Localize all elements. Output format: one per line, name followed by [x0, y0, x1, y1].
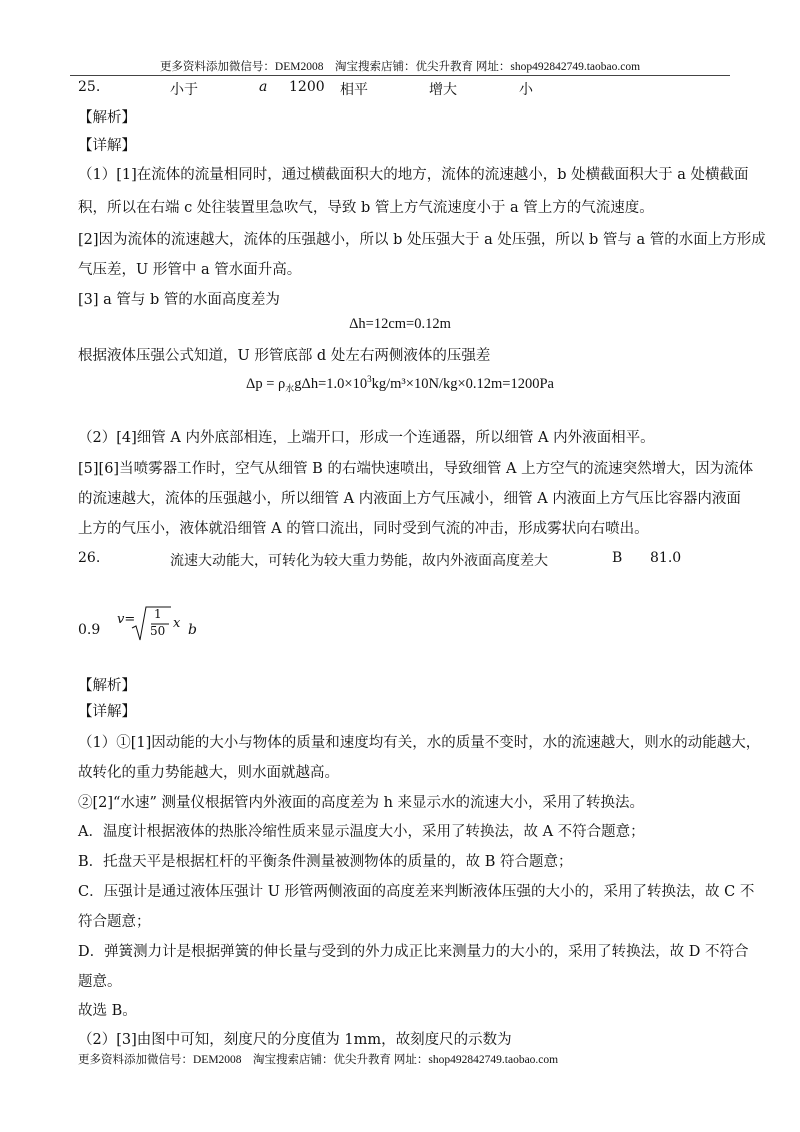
q25-answer-4: 相平 — [340, 82, 368, 98]
header-rule — [70, 75, 730, 76]
q26-analysis-heading: 【解析】 — [78, 678, 136, 694]
q25-text-line: （2）[4]细管 A 内外底部相连，上端开口，形成一个连通器，所以细管 A 内外液面相平。 — [78, 430, 655, 446]
q26-text-line: （2）[3]由图中可知，刻度尺的分度值为 1mm，故刻度尺的示数为 — [78, 1032, 512, 1048]
q25-text-line: 根据液体压强公式知道，U 形管底部 d 处左右两侧液体的压强差 — [78, 348, 491, 364]
q26-text-line: （1）①[1]因动能的大小与物体的质量和速度均有关，水的质量不变时，水的流速越大，则水的动能越大， — [78, 735, 761, 751]
q25-number: 25. — [78, 79, 101, 95]
q26-answer-4: 0.9 — [78, 622, 101, 638]
eq2-sup: 3 — [367, 374, 372, 384]
q25-answer-1: 小于 — [170, 82, 198, 98]
q26-text-line: 故选 B。 — [78, 1003, 137, 1019]
q25-text-line: 上方的气压小，液体就沿细管 A 的管口流出，同时受到气流的冲击，形成雾状向右喷出。 — [78, 521, 649, 537]
page-footer: 更多资料添加微信号：DEM2008 淘宝搜索店铺：优尖升教育 网址：shop492842749.taobao.com — [78, 1054, 559, 1066]
q25-text-line: 气压差，U 形管中 a 管水面升高。 — [78, 262, 302, 278]
equation-height-difference: Δh=12cm=0.12m — [349, 316, 451, 332]
q26-text-line: B．托盘天平是根据杠杆的平衡条件测量被测物体的质量的，故 B 符合题意； — [78, 854, 573, 870]
q26-number: 26. — [78, 550, 101, 566]
q26-answer-1: 流速大动能大，可转化为较大重力势能，故内外液面高度差大 — [170, 553, 548, 569]
formula-numerator: 1 — [154, 607, 162, 621]
q25-text-line: [5][6]当喷雾器工作时，空气从细管 B 的右端快速喷出，导致细管 A 上方空气的流速突然增大，因为流体 — [78, 461, 754, 477]
q25-text-line: [3] a 管与 b 管的水面高度差为 — [78, 292, 280, 308]
formula-denominator: 50 — [150, 624, 166, 638]
q25-analysis-heading: 【解析】 — [78, 110, 136, 126]
formula-v: v= — [117, 612, 136, 627]
q25-text-line: （1）[1]在流体的流量相同时，通过横截面积大的地方，流体的流速越小，b 处横截面积大于 a 处横截面 — [78, 167, 749, 183]
q25-text-line: 积，所以在右端 c 处往装置里急吹气，导致 b 管上方气流速度小于 a 管上方的气流速度。 — [78, 200, 654, 216]
eq2-lhs: Δp = ρ — [246, 375, 286, 392]
q26-answer-2: B — [612, 550, 623, 566]
q25-detail-heading: 【详解】 — [78, 138, 136, 154]
page-header: 更多资料添加微信号：DEM2008 淘宝搜索店铺：优尖升教育 网址：shop492842749.taobao.com — [159, 61, 641, 73]
q25-answer-6: 小 — [519, 82, 533, 98]
q26-text-line: D．弹簧测力计是根据弹簧的伸长量与受到的外力成正比来测量力的大小的，采用了转换法，故 D 不符合 — [78, 944, 749, 960]
eq2-mid: gΔh=1.0×10 — [294, 375, 368, 392]
q25-answer-5: 增大 — [429, 82, 457, 98]
q26-formula — [117, 604, 187, 644]
formula-x: x — [173, 616, 181, 631]
q26-text-line: C．压强计是通过液体压强计 U 形管两侧液面的高度差来判断液体压强的大小的，采用了转换法，故 C 不 — [78, 884, 755, 900]
q26-answer-6: b — [188, 622, 197, 638]
equation-pressure-difference — [0, 374, 800, 395]
q26-text-line: ②[2]“水速” 测量仪根据管内外液面的高度差为 h 来显示水的流速大小，采用了转换法。 — [78, 795, 645, 811]
q25-answer-3: 1200 — [289, 79, 325, 95]
q26-detail-heading: 【详解】 — [78, 704, 136, 720]
q26-answer-3: 81.0 — [650, 550, 682, 566]
q25-answer-2: a — [259, 79, 268, 95]
q26-text-line: 故转化的重力势能越大，则水面就越高。 — [78, 765, 339, 781]
q26-text-line: A．温度计根据液体的热胀冷缩性质来显示温度大小，采用了转换法，故 A 不符合题意； — [78, 824, 645, 840]
eq2-rhs: kg/m³×10N/kg×0.12m=1200Pa — [371, 375, 554, 392]
eq2-sub: 水 — [285, 383, 295, 394]
q25-text-line: [2]因为流体的流速越大，流体的压强越小，所以 b 处压强大于 a 处压强，所以 b 管与 a 管的水面上方形成 — [78, 232, 766, 248]
q26-text-line: 题意。 — [78, 974, 122, 990]
q25-text-line: 的流速越大，流体的压强越小，所以细管 A 内液面上方气压减小，细管 A 内液面上方气压比容器内液面 — [78, 491, 741, 507]
q26-text-line: 符合题意； — [78, 914, 151, 930]
